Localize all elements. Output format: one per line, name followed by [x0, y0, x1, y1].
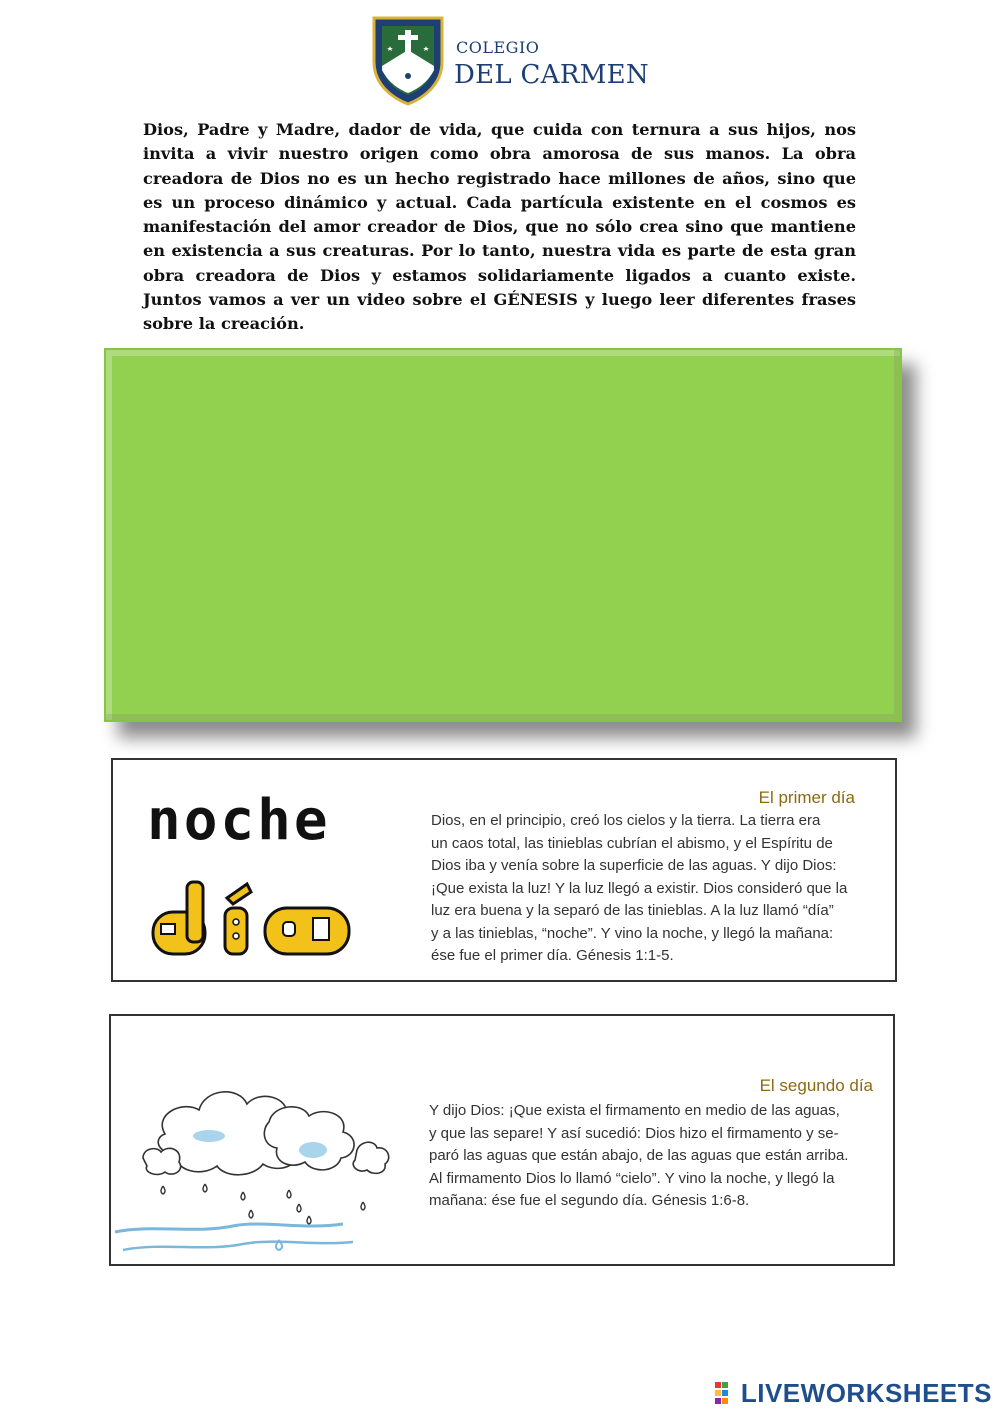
- intro-paragraph: Dios, Padre y Madre, dador de vida, que cuida con ternura a sus hijos, nos invita a vivir nuestro origen como obra amorosa de sus manos. La obra creadora de Dios no es un hecho registrado hace millones de años, sino que es un proceso dinámico y actual. Cada partícula existente en el cosmos es manifestación del amor creador de Dios, que no sólo crea sino que mantiene en existencia a sus creaturas. Por lo tanto, nuestra vida es parte de esta gran obra creadora de Dios y estamos solidariamente ligados a cuanto existe. Juntos vamos a ver un video sobre el GÉNESIS y luego leer diferentes frases sobre la creación.: [143, 120, 856, 334]
- liveworksheets-icon: [715, 1382, 737, 1406]
- text-line: luz era buena y la separó de las tinieblas. A la luz llamó “día”: [431, 902, 834, 919]
- school-name-line1: COLEGIO: [456, 38, 540, 57]
- text-line: Dios iba y venía sobre la superficie de las aguas. Y dijo Dios:: [431, 857, 837, 874]
- video-box-bevel: [106, 350, 900, 720]
- dia-art-illustration: [147, 878, 357, 960]
- text-line: y a las tinieblas, “noche”. Y vino la noche, y llegó la mañana:: [431, 924, 834, 942]
- second-day-card: [109, 1014, 895, 1266]
- first-day-card: [111, 758, 897, 982]
- text-line: un caos total, las tinieblas cubrían el abismo, y el Espíritu de: [431, 834, 833, 852]
- text-line: ¡Que exista la luz! Y la luz llegó a existir. Dios consideró que la: [431, 879, 848, 897]
- text-line: Dios, en el principio, creó los cielos y la tierra. La tierra era: [431, 812, 821, 829]
- text-line: Al firmamento Dios lo llamó “cielo”. Y vino la noche, y llegó la: [429, 1169, 835, 1187]
- school-header: [372, 16, 649, 106]
- text-line: y que las separe! Y así sucedió: Dios hizo el firmamento y se-: [429, 1124, 839, 1142]
- text-line: mañana: ése fue el segundo día. Génesis 1:6-8.: [429, 1192, 750, 1209]
- text-line: paró las aguas que están abajo, de las aguas que están arriba.: [429, 1147, 849, 1164]
- second-day-title: El segundo día: [759, 1076, 873, 1095]
- first-day-title: El primer día: [758, 788, 855, 807]
- second-day-text: [429, 1100, 879, 1213]
- text-line: Y dijo Dios: ¡Que exista el firmamento en medio de las aguas,: [429, 1102, 840, 1119]
- text-line: ése fue el primer día. Génesis 1:1-5.: [431, 947, 674, 964]
- video-placeholder-box[interactable]: [104, 348, 902, 722]
- school-name-line2: DEL CARMEN: [454, 60, 649, 90]
- rain-clouds-illustration: [113, 1074, 403, 1264]
- noche-art-word: noche: [147, 788, 331, 853]
- liveworksheets-brand-text: LIVEWORKSHEETS: [740, 1378, 992, 1408]
- first-day-text: [431, 810, 871, 968]
- liveworksheets-logo[interactable]: [715, 1378, 992, 1409]
- school-shield-logo: [372, 16, 444, 106]
